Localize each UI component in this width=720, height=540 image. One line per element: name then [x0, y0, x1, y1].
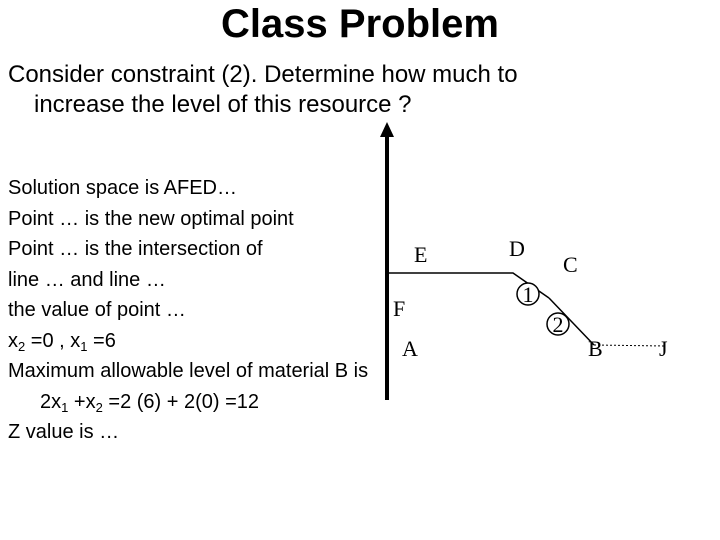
var-x: x — [8, 329, 18, 352]
problem-line-2: increase the level of this resource ? — [34, 91, 412, 118]
coord-mid: =0 , x — [25, 329, 81, 352]
subscript-2: 2 — [18, 338, 26, 354]
point-label-d: D — [509, 236, 525, 261]
point-label-c: C — [563, 252, 578, 277]
note-point-value: the value of point … — [8, 299, 186, 321]
constraint-1-label: 1 — [522, 282, 534, 307]
note-intersection: Point … is the intersection of — [8, 238, 263, 260]
point-label-f: F — [393, 296, 406, 321]
eq-part-b: +x — [68, 390, 96, 413]
point-label-a: A — [402, 336, 418, 361]
point-label-j: J — [659, 336, 668, 361]
eq-subscript-2: 2 — [95, 399, 103, 415]
note-new-optimal-point: Point … is the new optimal point — [8, 207, 294, 230]
note-z-value: Z value is … — [8, 421, 120, 443]
y-axis-arrow — [380, 122, 394, 137]
problem-line-1: Consider constraint (2). Determine how much to — [8, 61, 518, 88]
eq-part-c: =2 (6) + 2(0) =12 — [102, 390, 260, 413]
point-label-b: B — [588, 336, 603, 361]
subscript-1: 1 — [80, 338, 88, 354]
note-max-level: Maximum allowable level of material B is — [8, 360, 369, 382]
eq-subscript-1: 1 — [61, 399, 69, 415]
extension-line-bj — [594, 345, 665, 346]
slide-title: Class Problem — [221, 2, 499, 46]
constraint-2-label: 2 — [552, 312, 564, 337]
coord-end: =6 — [87, 329, 116, 352]
note-solution-space: Solution space is AFED… — [8, 177, 237, 199]
eq-part-a: 2x — [40, 390, 62, 413]
note-lines: line … and line … — [8, 268, 166, 291]
point-label-e: E — [414, 242, 428, 267]
